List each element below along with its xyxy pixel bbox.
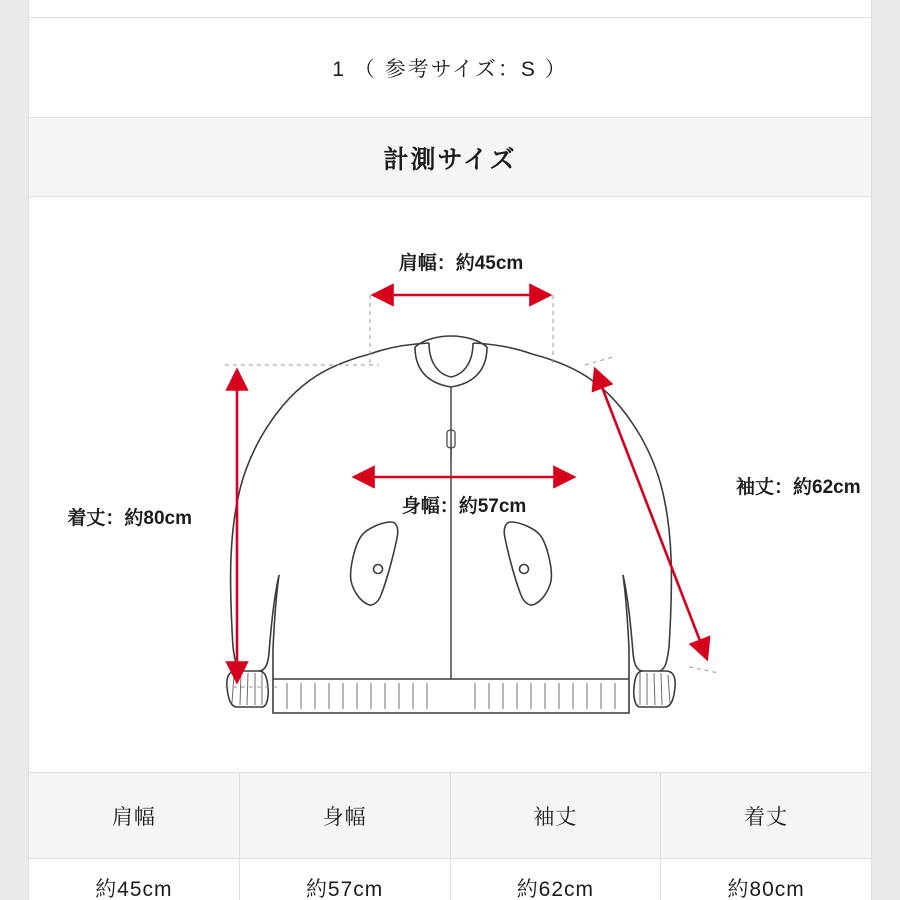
measurement-header-row — [29, 119, 871, 197]
cell-length-value: 約80cm — [727, 878, 805, 900]
jacket-outline — [227, 336, 675, 713]
sleeve-label: 袖丈：約62cm — [736, 477, 861, 498]
page-title: 計測サイズ — [383, 145, 517, 174]
garment-diagram — [29, 197, 871, 773]
column-header-length: 着丈 — [744, 805, 789, 829]
size-label: 1 （ 参考サイズ：S ） — [332, 57, 568, 81]
table-row — [29, 859, 871, 900]
sleeve-measure — [595, 369, 707, 659]
cell-shoulder-value: 約45cm — [29, 859, 240, 900]
shoulder-label: 肩幅：約45cm — [398, 253, 524, 274]
length-label: 着丈：約80cm — [67, 508, 192, 529]
column-header-chest: 身幅 — [240, 773, 451, 858]
column-header-shoulder: 肩幅 — [29, 773, 240, 858]
column-header-sleeve: 袖丈 — [451, 773, 662, 858]
cell-chest-value: 約57cm — [240, 859, 451, 900]
size-chart-sheet — [28, 0, 872, 900]
table-row-partial-top — [29, 0, 871, 18]
cell-sleeve-value: 約62cm — [451, 859, 662, 900]
size-label-row — [29, 18, 871, 118]
chest-label: 身幅：約57cm — [401, 496, 527, 517]
table-header-row — [29, 773, 871, 859]
